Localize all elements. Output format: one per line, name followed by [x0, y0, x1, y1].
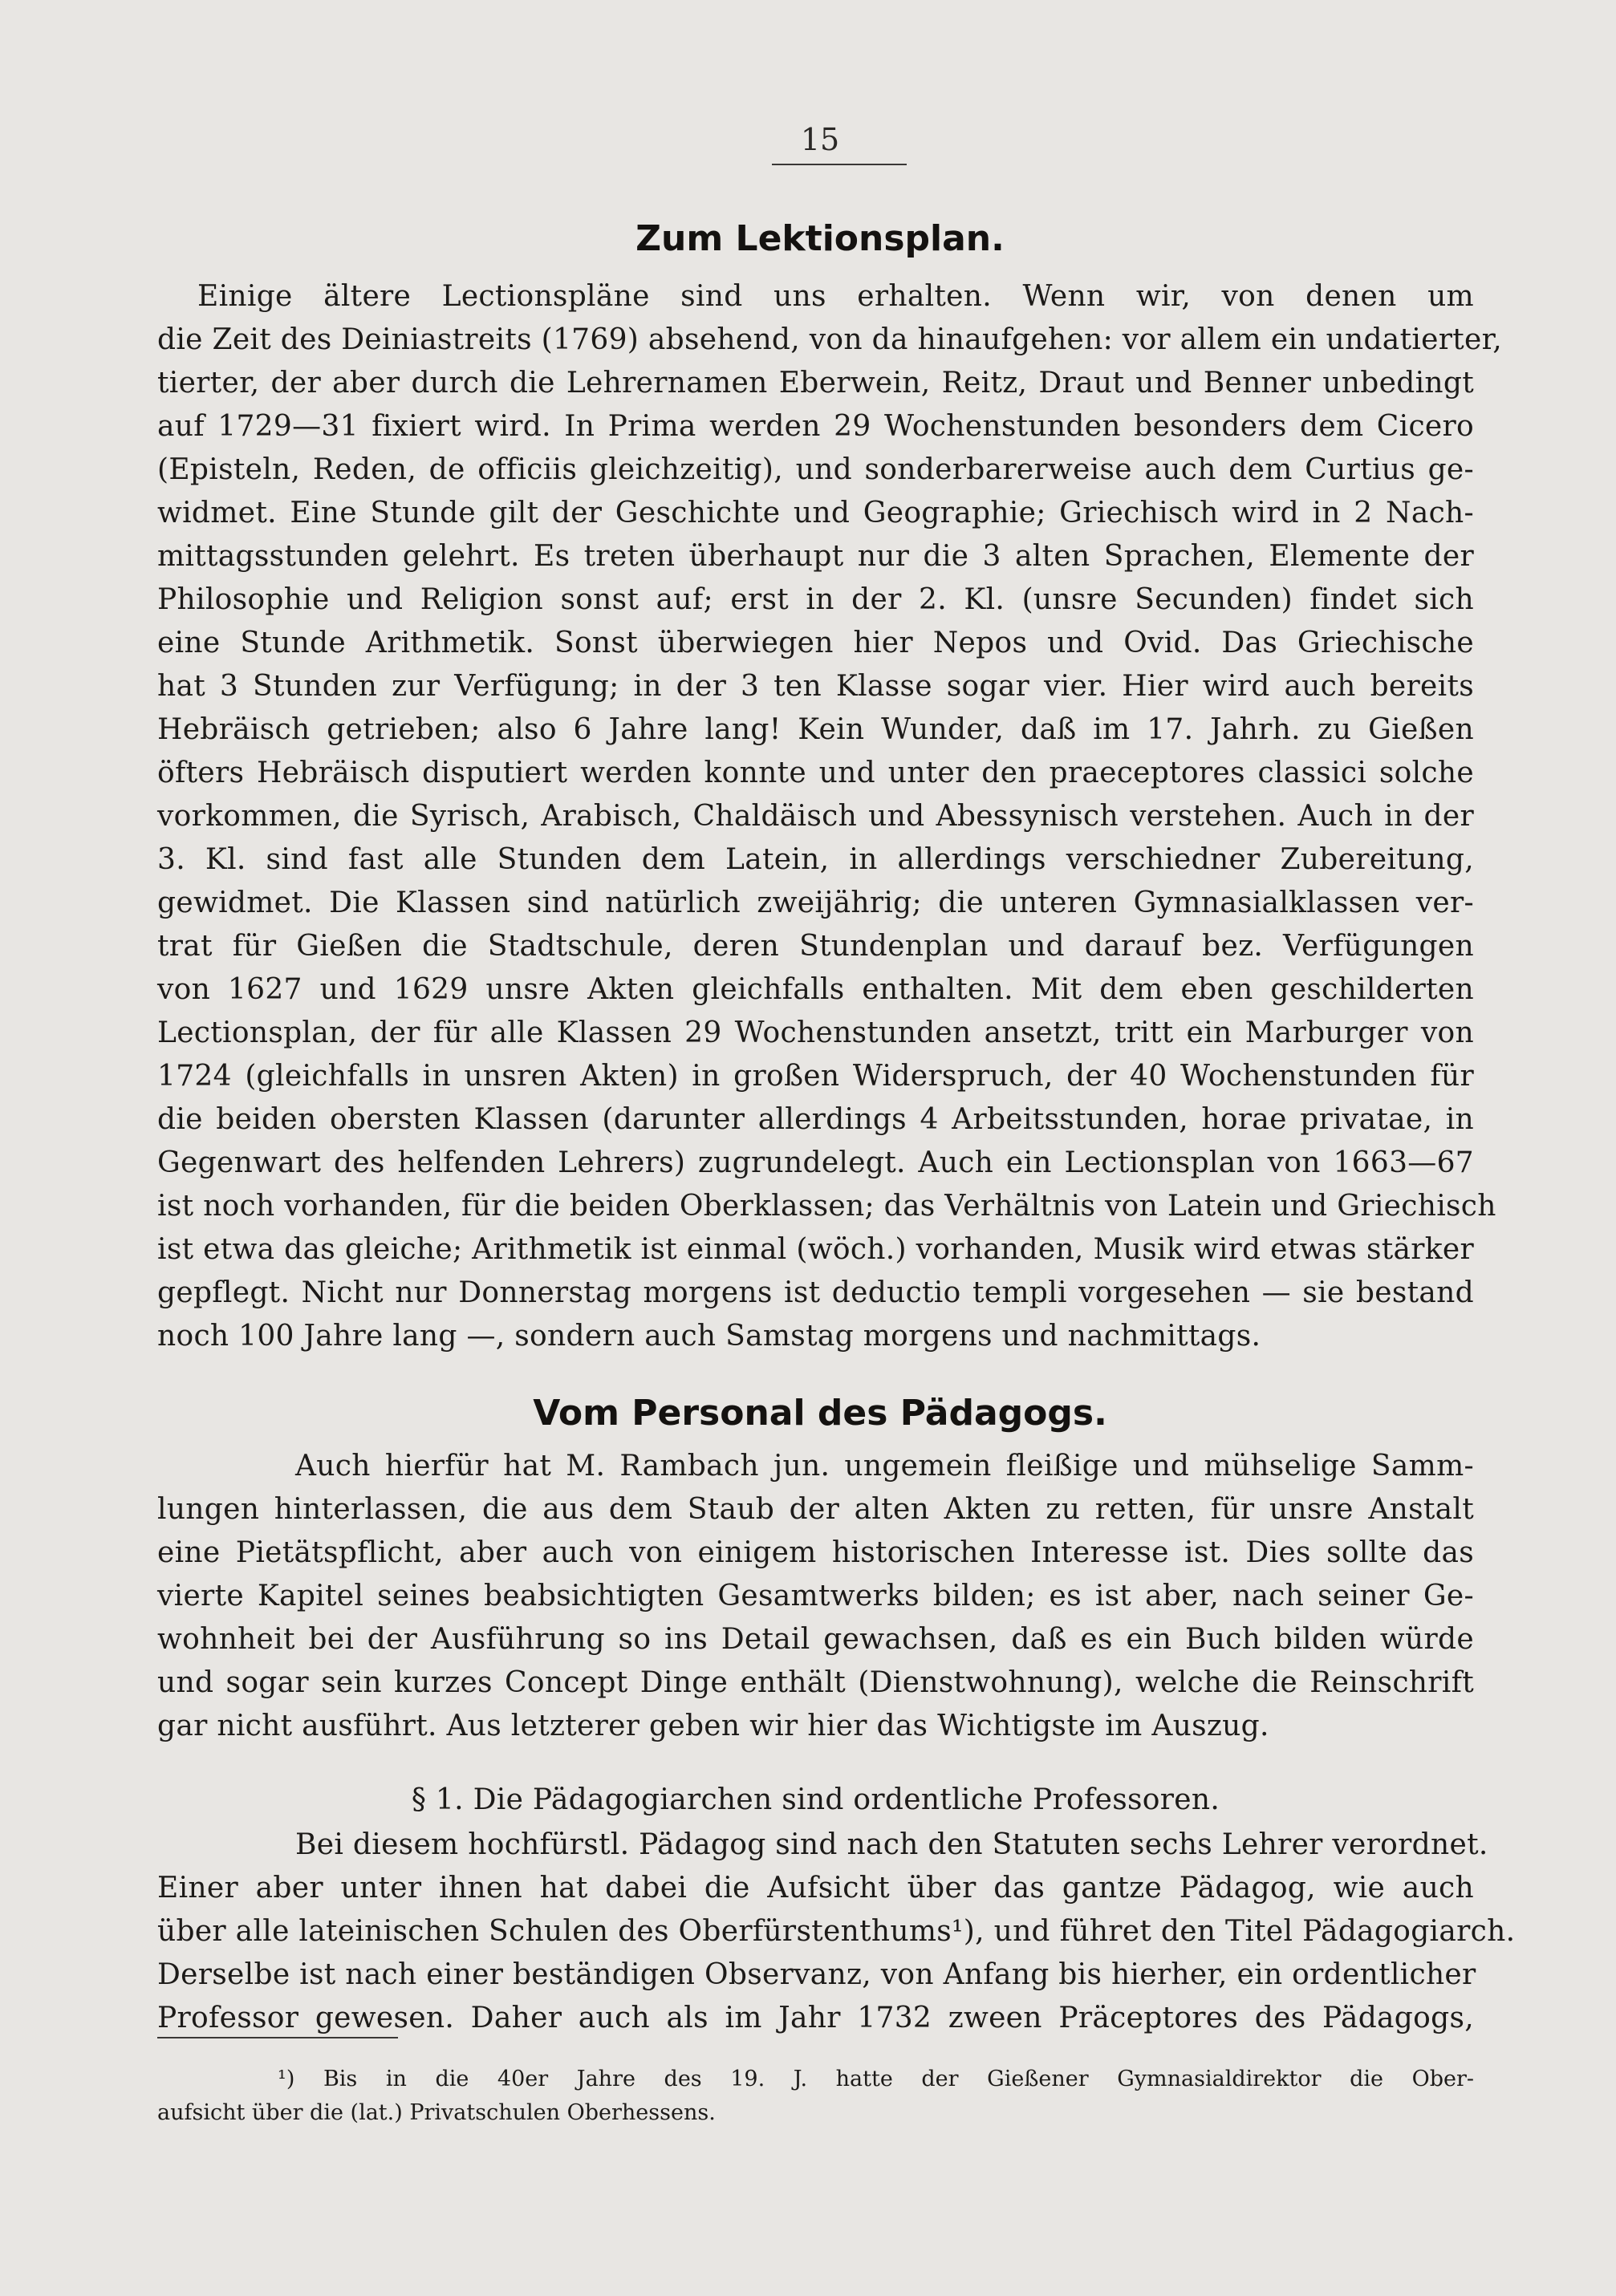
- text-line: Professor gewesen. Daher auch als im Jahr 1732 zween Präceptores des Pädagogs,: [157, 2002, 1474, 2034]
- text-line: 3. Kl. sind fast alle Stunden dem Latein, in allerdings verschiedner Zubereitung,: [157, 843, 1474, 876]
- text-line: 1724 (gleichfalls in unsren Akten) in großen Widerspruch, der 40 Wochenstunden für: [157, 1060, 1474, 1093]
- section-heading-lektionsplan: Zum Lektionsplan.: [635, 218, 1005, 259]
- text-line: gepflegt. Nicht nur Donnerstag morgens ist deductio templi vorgesehen — sie bestand: [157, 1276, 1474, 1309]
- text-line: (Episteln, Reden, de officiis gleichzeitig), und sonderbarerweise auch dem Curtius ge-: [157, 453, 1474, 486]
- section-heading-personal: Vom Personal des Pädagogs.: [533, 1393, 1107, 1434]
- text-line: wohnheit bei der Ausführung so ins Detail gewachsen, daß es ein Buch bilden würde: [157, 1623, 1474, 1656]
- text-line: Philosophie und Religion sonst auf; erst in der 2. Kl. (unsre Secunden) findet sich: [157, 583, 1474, 616]
- text-line: trat für Gießen die Stadtschule, deren Stundenplan und darauf bez. Verfügungen: [157, 930, 1474, 963]
- text-line: von 1627 und 1629 unsre Akten gleichfalls enthalten. Mit dem eben geschilderten: [157, 973, 1474, 1006]
- text-line: und sogar sein kurzes Concept Dinge enthält (Dienstwohnung), welche die Reinschrift: [157, 1666, 1474, 1699]
- text-line: die beiden obersten Klassen (darunter allerdings 4 Arbeitsstunden, horae privatae, in: [157, 1103, 1474, 1136]
- text-line: eine Pietätspflicht, aber auch von einigem historischen Interesse ist. Dies sollte das: [157, 1536, 1474, 1569]
- text-line: vorkommen, die Syrisch, Arabisch, Chaldäisch und Abessynisch verstehen. Auch in der: [157, 800, 1474, 833]
- text-line: die Zeit des Deiniastreits (1769) absehend, von da hinaufgehen: vor allem ein undatierter,: [157, 323, 1502, 356]
- text-line: gar nicht ausführt. Aus letzterer geben wir hier das Wichtigste im Auszug.: [157, 1710, 1269, 1742]
- footnote-line: aufsicht über die (lat.) Privatschulen Oberhessens.: [157, 2100, 716, 2125]
- text-line: ist etwa das gleiche; Arithmetik ist einmal (wöch.) vorhanden, Musik wird etwas stärker: [157, 1233, 1474, 1266]
- text-line: Gegenwart des helfenden Lehrers) zugrundelegt. Auch ein Lectionsplan von 1663—67: [157, 1146, 1474, 1179]
- text-line: hat 3 Stunden zur Verfügung; in der 3 ten Klasse sogar vier. Hier wird auch bereits: [157, 670, 1474, 703]
- text-line: gewidmet. Die Klassen sind natürlich zweijährig; die unteren Gymnasialklassen ver-: [157, 886, 1474, 919]
- page-number-rule: [772, 164, 907, 165]
- footnote-rule: [157, 2037, 398, 2038]
- text-line: Derselbe ist nach einer beständigen Observanz, von Anfang bis hierher, ein ordentlicher: [157, 1958, 1476, 1991]
- paragraph-heading: § 1. Die Pädagogiarchen sind ordentliche Professoren.: [411, 1783, 1220, 1816]
- text-line: Einige ältere Lectionspläne sind uns erhalten. Wenn wir, von denen um: [197, 280, 1474, 313]
- text-line: Hebräisch getrieben; also 6 Jahre lang! Kein Wunder, daß im 17. Jahrh. zu Gießen: [157, 713, 1474, 746]
- text-line: Lectionsplan, der für alle Klassen 29 Wochenstunden ansetzt, tritt ein Marburger von: [157, 1016, 1474, 1049]
- text-line: noch 100 Jahre lang —, sondern auch Samstag morgens und nachmittags.: [157, 1320, 1261, 1353]
- text-line: mittagsstunden gelehrt. Es treten überhaupt nur die 3 alten Sprachen, Elemente der: [157, 540, 1474, 573]
- text-line: öfters Hebräisch disputiert werden konnte und unter den praeceptores classici solche: [157, 757, 1474, 789]
- text-line: auf 1729—31 fixiert wird. In Prima werden 29 Wochenstunden besonders dem Cicero: [157, 410, 1474, 443]
- page-number: 15: [800, 122, 840, 157]
- text-line: widmet. Eine Stunde gilt der Geschichte und Geographie; Griechisch wird in 2 Nach-: [157, 497, 1474, 529]
- text-line: eine Stunde Arithmetik. Sonst überwiegen hier Nepos und Ovid. Das Griechische: [157, 627, 1474, 659]
- text-line: Auch hierfür hat M. Rambach jun. ungemein fleißige und mühselige Samm-: [295, 1450, 1474, 1483]
- text-line: vierte Kapitel seines beabsichtigten Gesamtwerks bilden; es ist aber, nach seiner Ge-: [157, 1580, 1474, 1612]
- text-line: Einer aber unter ihnen hat dabei die Aufsicht über das gantze Pädagog, wie auch: [157, 1872, 1474, 1905]
- text-line: ist noch vorhanden, für die beiden Oberklassen; das Verhältnis von Latein und Griechisch: [157, 1190, 1496, 1223]
- text-line: Bei diesem hochfürstl. Pädagog sind nach den Statuten sechs Lehrer verordnet.: [295, 1828, 1488, 1861]
- text-line: über alle lateinischen Schulen des Oberfürstenthums¹), und führet den Titel Pädagogiarch.: [157, 1915, 1516, 1948]
- text-line: tierter, der aber durch die Lehrernamen Eberwein, Reitz, Draut und Benner unbedingt: [157, 367, 1474, 400]
- footnote-line: ¹) Bis in die 40er Jahre des 19. J. hatte der Gießener Gymnasialdirektor die Ober-: [278, 2067, 1474, 2091]
- text-line: lungen hinterlassen, die aus dem Staub der alten Akten zu retten, für unsre Anstalt: [157, 1493, 1474, 1526]
